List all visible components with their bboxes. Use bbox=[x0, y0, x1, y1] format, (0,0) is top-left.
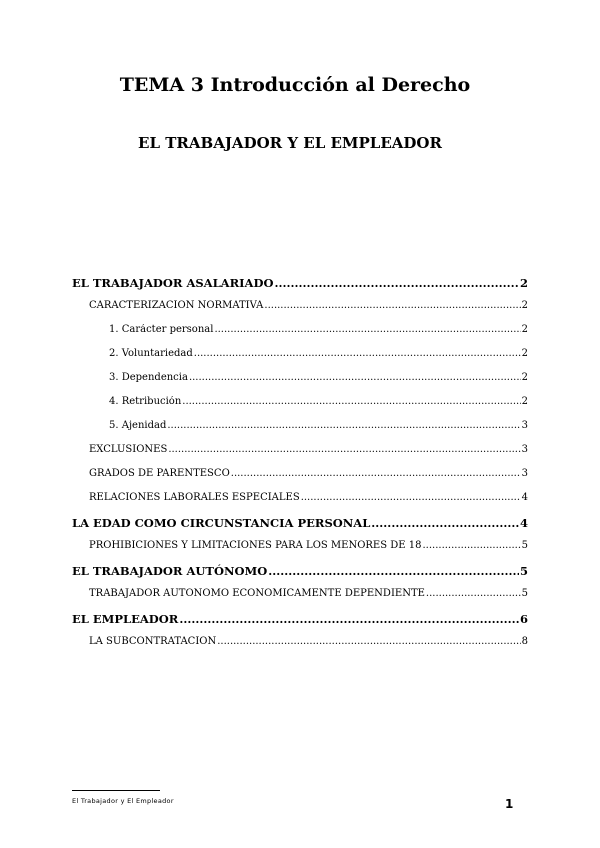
toc-entry-label: LA EDAD COMO CIRCUNSTANCIA PERSONAL bbox=[72, 516, 371, 530]
toc-entry-page: 2 bbox=[521, 372, 528, 383]
toc-leader-dots bbox=[426, 588, 521, 599]
toc-entry-label: EL EMPLEADOR bbox=[72, 612, 179, 626]
toc-leader-dots bbox=[371, 516, 519, 530]
toc-entry[interactable] bbox=[72, 492, 528, 510]
toc-entry[interactable] bbox=[72, 588, 528, 606]
toc-entry-page: 2 bbox=[521, 396, 528, 407]
toc-entry-page: 4 bbox=[521, 492, 528, 503]
toc-leader-dots bbox=[214, 324, 520, 335]
footnote-divider bbox=[72, 790, 160, 791]
toc-leader-dots bbox=[264, 300, 520, 311]
toc-leader-dots bbox=[301, 492, 521, 503]
toc-leader-dots bbox=[217, 636, 520, 647]
toc-entry-page: 2 bbox=[519, 276, 528, 290]
toc-entry-label: EL TRABAJADOR ASALARIADO bbox=[72, 276, 274, 290]
toc-entry-page: 3 bbox=[521, 444, 528, 455]
toc-entry-label: 4. Retribución bbox=[109, 396, 182, 407]
toc-entry-label: TRABAJADOR AUTÓNOMO ECONÓMICAMENTE DEPENDIENTE bbox=[89, 588, 425, 599]
document-title: TEMA 3 Introducción al Derecho bbox=[119, 74, 471, 96]
toc-entry-label: EXCLUSIONES bbox=[89, 444, 168, 455]
toc-entry[interactable] bbox=[72, 516, 528, 534]
toc-leader-dots bbox=[274, 276, 519, 290]
toc-entry-label: GRADOS DE PARENTESCO bbox=[89, 468, 230, 479]
toc-leader-dots bbox=[179, 612, 519, 626]
toc-leader-dots bbox=[167, 420, 520, 431]
toc-entry[interactable] bbox=[72, 540, 528, 558]
toc-entry[interactable] bbox=[72, 300, 528, 318]
toc-leader-dots bbox=[194, 348, 521, 359]
toc-entry[interactable] bbox=[72, 420, 528, 438]
toc-entry-page: 5 bbox=[519, 564, 528, 578]
toc-entry-page: 3 bbox=[521, 420, 528, 431]
toc-entry-label: RELACIONES LABORALES ESPECIALES bbox=[89, 492, 300, 503]
toc-entry-label: PROHIBICIONES Y LIMITACIONES PARA LOS MENORES DE 18 bbox=[89, 540, 422, 551]
toc-entry-page: 2 bbox=[521, 324, 528, 335]
toc-leader-dots bbox=[168, 444, 520, 455]
toc-entry-page: 2 bbox=[521, 348, 528, 359]
toc-entry-page: 5 bbox=[521, 588, 528, 599]
toc-leader-dots bbox=[423, 540, 521, 551]
toc-entry-label: EL TRABAJADOR AUTÓNOMO bbox=[72, 564, 268, 578]
toc-entry[interactable] bbox=[72, 276, 528, 294]
toc-entry[interactable] bbox=[72, 348, 528, 366]
footer-text: El Trabajador y El Empleador bbox=[72, 797, 174, 805]
toc-entry[interactable] bbox=[72, 372, 528, 390]
toc-entry-page: 4 bbox=[519, 516, 528, 530]
toc-entry[interactable] bbox=[72, 444, 528, 462]
toc-entry-label: 5. Ajenidad bbox=[109, 420, 167, 431]
toc-entry[interactable] bbox=[72, 468, 528, 486]
toc-entry-label: 1. Carácter personal bbox=[109, 324, 214, 335]
toc-entry[interactable] bbox=[72, 396, 528, 414]
toc-leader-dots bbox=[231, 468, 521, 479]
document-subtitle: EL TRABAJADOR Y EL EMPLEADOR bbox=[138, 134, 442, 152]
toc-entry-label: 2. Voluntariedad bbox=[109, 348, 193, 359]
toc-leader-dots bbox=[268, 564, 519, 578]
toc-entry-page: 2 bbox=[521, 300, 528, 311]
toc-entry-page: 6 bbox=[519, 612, 528, 626]
toc-entry[interactable] bbox=[72, 564, 528, 582]
toc-entry-page: 5 bbox=[521, 540, 528, 551]
toc-entry[interactable] bbox=[72, 636, 528, 654]
toc-entry-label: LA SUBCONTRATACIÓN bbox=[89, 636, 217, 647]
toc-entry-label: 3. Dependencia bbox=[109, 372, 188, 383]
toc-entry-label: CARACTERIZACIÓN NORMATIVA bbox=[89, 300, 264, 311]
toc-entry[interactable] bbox=[72, 612, 528, 630]
toc-entry[interactable] bbox=[72, 324, 528, 342]
toc-leader-dots bbox=[182, 396, 520, 407]
page-number: 1 bbox=[505, 797, 514, 811]
toc-leader-dots bbox=[189, 372, 521, 383]
toc-entry-page: 8 bbox=[521, 636, 528, 647]
toc-entry-page: 3 bbox=[521, 468, 528, 479]
